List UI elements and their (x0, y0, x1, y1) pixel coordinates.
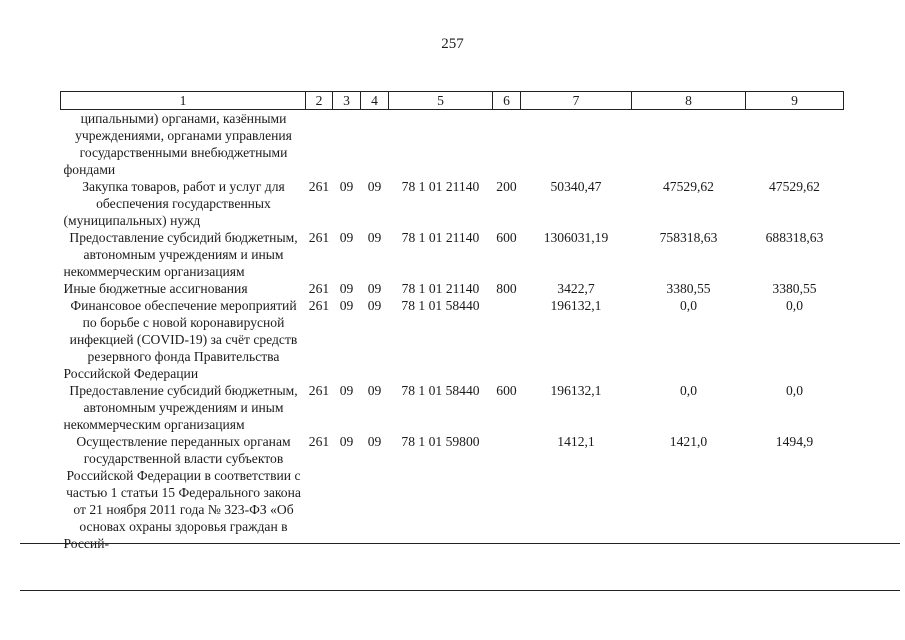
row-description: Предоставление субсидий бюджетным, автономным учреждениям и иным некоммерческим организациям (63, 230, 298, 279)
col-header-2: 2 (306, 92, 333, 110)
cell-section: 09 (339, 230, 354, 245)
table-row (61, 297, 844, 382)
cell-amount-7: 3422,7 (557, 281, 595, 296)
scan-rule-line (20, 590, 900, 591)
budget-table (60, 91, 844, 552)
scan-rule-line (20, 543, 900, 544)
cell-expense-type: 200 (496, 179, 517, 194)
cell-amount-8 (632, 110, 746, 179)
cell-amount-7: 196132,1 (550, 298, 602, 313)
row-description: Предоставление субсидий бюджетным, автономным учреждениям и иным некоммерческим организациям (63, 383, 298, 432)
table-row (61, 382, 844, 433)
cell-section: 09 (339, 383, 354, 398)
cell-amount-9 (746, 110, 844, 179)
table-row (61, 433, 844, 552)
table-row (61, 280, 844, 297)
cell-section: 09 (339, 434, 354, 449)
cell-subsection: 09 (367, 230, 382, 245)
cell-ministry: 261 (308, 434, 330, 449)
table-header-row (61, 92, 844, 110)
cell-amount-7 (521, 110, 632, 179)
cell-expense-type (493, 297, 521, 382)
cell-amount-9: 47529,62 (769, 179, 820, 194)
cell-section: 09 (339, 179, 354, 194)
col-header-4: 4 (361, 92, 389, 110)
cell-amount-7: 50340,47 (550, 179, 602, 194)
cell-amount-8: 3380,55 (666, 281, 711, 296)
cell-subsection: 09 (367, 383, 382, 398)
cell-section: 09 (339, 281, 354, 296)
cell-amount-9: 0,0 (786, 298, 803, 313)
cell-amount-7: 1306031,19 (543, 230, 609, 245)
cell-target-article: 78 1 01 59800 (401, 434, 480, 449)
page-number: 257 (441, 36, 464, 52)
cell-ministry: 261 (308, 298, 330, 313)
cell-subsection (361, 110, 389, 179)
row-description: Иные бюджетные ассигнования (63, 281, 248, 296)
cell-amount-9: 1494,9 (775, 434, 814, 449)
col-header-3: 3 (333, 92, 361, 110)
table-row (61, 178, 844, 229)
row-description: Закупка товаров, работ и услуг для обеспечения государственных (муниципальных) нужд (63, 179, 285, 228)
cell-ministry: 261 (308, 383, 330, 398)
cell-expense-type (493, 433, 521, 552)
cell-target-article: 78 1 01 21140 (401, 281, 480, 296)
cell-target-article (389, 110, 493, 179)
col-header-7: 7 (521, 92, 632, 110)
row-description: Финансовое обеспечение мероприятий по борьбе с новой коронавирусной инфекцией (COVID-19) за счёт средств резервного фонда Правительства Российской Федерации (63, 298, 298, 381)
col-header-9: 9 (746, 92, 844, 110)
table-row (61, 110, 844, 179)
cell-section (333, 110, 361, 179)
cell-amount-9: 688318,63 (765, 230, 824, 245)
cell-amount-8: 0,0 (680, 383, 697, 398)
cell-amount-7: 196132,1 (550, 383, 602, 398)
cell-amount-8: 758318,63 (659, 230, 718, 245)
cell-target-article: 78 1 01 21140 (401, 230, 480, 245)
cell-expense-type: 800 (496, 281, 517, 296)
cell-amount-9: 3380,55 (772, 281, 817, 296)
table-row (61, 229, 844, 280)
cell-expense-type: 600 (496, 383, 517, 398)
cell-target-article: 78 1 01 58440 (401, 298, 480, 313)
cell-ministry: 261 (308, 281, 330, 296)
col-header-6: 6 (493, 92, 521, 110)
cell-amount-8: 47529,62 (663, 179, 714, 194)
col-header-5: 5 (389, 92, 493, 110)
cell-ministry: 261 (308, 179, 330, 194)
cell-ministry (306, 110, 333, 179)
row-description: Осуществление переданных органам государственной власти субъектов Российской Федерации в соответствии с частью 1 статьи 15 Федерального закона от 21 ноября 2011 года № 323-ФЗ «Об основах охраны здоровья граждан в Россий- (63, 434, 301, 551)
cell-amount-8: 1421,0 (669, 434, 708, 449)
cell-target-article: 78 1 01 58440 (401, 383, 480, 398)
cell-subsection: 09 (367, 179, 382, 194)
col-header-1: 1 (61, 92, 306, 110)
cell-expense-type: 600 (496, 230, 517, 245)
cell-amount-8: 0,0 (680, 298, 697, 313)
cell-ministry: 261 (308, 230, 330, 245)
cell-subsection: 09 (367, 298, 382, 313)
cell-subsection: 09 (367, 434, 382, 449)
col-header-8: 8 (632, 92, 746, 110)
row-description: ципальными) органами, казёнными учреждениями, органами управления государственными внебюджетными фондами (63, 111, 292, 177)
cell-target-article: 78 1 01 21140 (401, 179, 480, 194)
cell-amount-9: 0,0 (786, 383, 803, 398)
cell-subsection: 09 (367, 281, 382, 296)
cell-expense-type (493, 110, 521, 179)
cell-amount-7: 1412,1 (557, 434, 595, 449)
cell-section: 09 (339, 298, 354, 313)
